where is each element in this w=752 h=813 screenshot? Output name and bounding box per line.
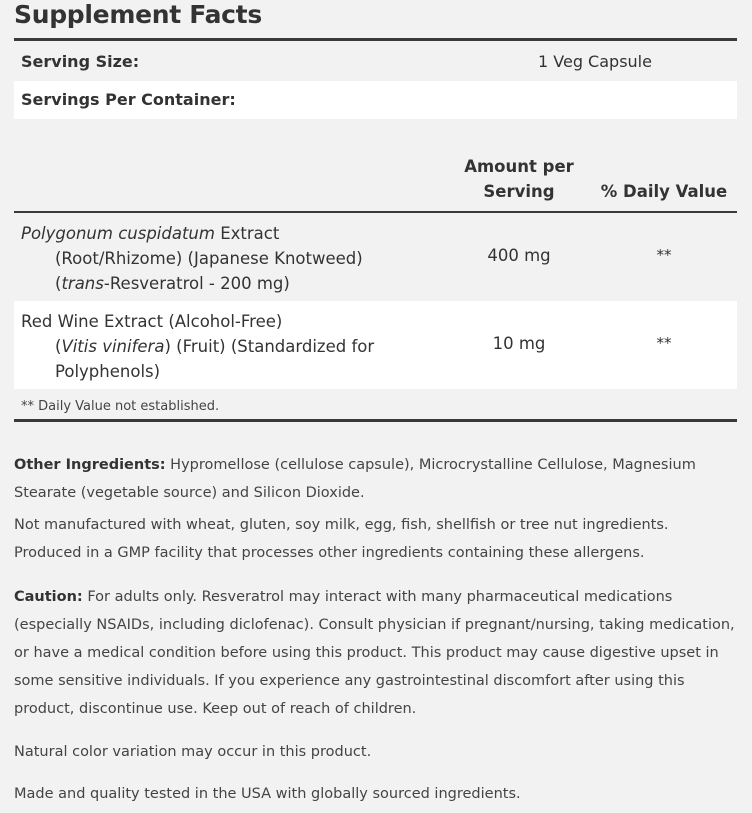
- column-header-row: [14, 119, 737, 211]
- serving-size-label: Serving Size:: [21, 52, 140, 71]
- serving-size-value: 1 Veg Capsule: [538, 52, 652, 71]
- amount-header-line2: Serving: [483, 182, 555, 201]
- supplement-facts-title: Supplement Facts: [14, 0, 262, 29]
- caution-paragraph: [14, 583, 736, 723]
- ingredient-daily-value: **: [656, 334, 672, 352]
- made-in-usa-note: Made and quality tested in the USA with globally sourced ingredients.: [14, 786, 521, 802]
- serving-size-row: [14, 41, 737, 81]
- amount-header-line1: Amount per: [464, 157, 574, 176]
- other-ingredients-paragraph: [14, 451, 736, 507]
- ingredient-amount: 10 mg: [492, 334, 546, 353]
- other-ingredients-text: Hypromellose (cellulose capsule), Microcrystalline Cellulose, Magnesium Stearate (vegetable source) and Silicon Dioxide.: [14, 457, 696, 501]
- ingredient-name: Polygonum cuspidatum Extract (Root/Rhizome) (Japanese Knotweed) (trans-Resveratrol - 200 mg): [21, 224, 363, 293]
- caution-text: For adults only. Resveratrol may interact with many pharmaceutical medications (especially NSAIDs, including diclofenac). Consult physician if pregnant/nursing, taking medication, or have a medical condition before using this product. This product may cause digestive upset in some sensitive individuals. If you experience any gastrointestinal discomfort after using this product, discontinue use. Keep out of reach of children.: [14, 589, 735, 717]
- ingredient-daily-value: **: [656, 246, 672, 264]
- ingredient-name: Red Wine Extract (Alcohol-Free) (Vitis vinifera) (Fruit) (Standardized for Polyphenols): [21, 312, 375, 381]
- allergen-paragraph: Not manufactured with wheat, gluten, soy milk, egg, fish, shellfish or tree nut ingredients. Produced in a GMP facility that processes other ingredients containing these allergens.: [14, 517, 669, 561]
- ingredient-amount: 400 mg: [487, 246, 551, 265]
- other-ingredients-label: Other Ingredients:: [14, 457, 166, 473]
- servings-per-container-label: Servings Per Container:: [21, 90, 236, 109]
- supplement-facts-panel: [14, 38, 737, 422]
- daily-value-header: % Daily Value: [600, 182, 728, 201]
- amount-per-serving-header: [454, 154, 584, 204]
- ingredient-row: [14, 301, 737, 389]
- daily-value-footnote: ** Daily Value not established.: [21, 399, 220, 414]
- color-variation-note: Natural color variation may occur in this product.: [14, 744, 372, 760]
- footnote-row: [14, 389, 737, 419]
- ingredient-row: [14, 213, 737, 301]
- caution-label: Caution:: [14, 589, 83, 605]
- servings-per-container-row: [14, 81, 737, 119]
- bottom-rule: [14, 419, 737, 422]
